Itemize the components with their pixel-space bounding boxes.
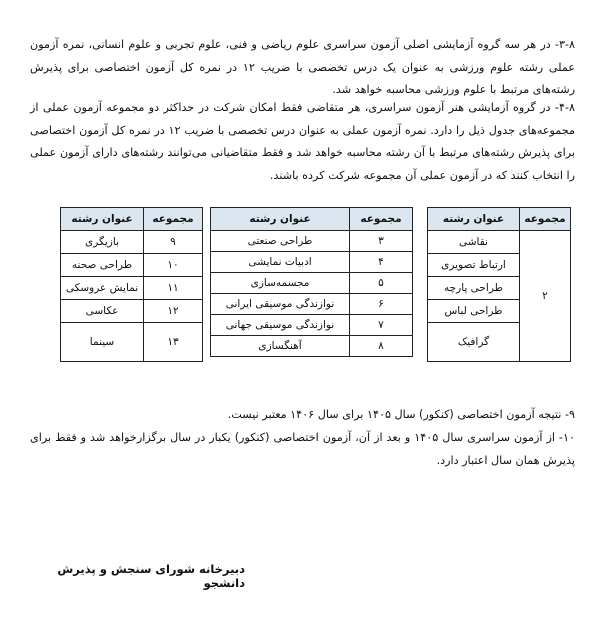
header-field: عنوان رشته <box>211 208 350 231</box>
field-cell: طراحی پارچه <box>428 277 520 300</box>
group-cell: ۱۳ <box>144 323 203 362</box>
header-group: مجموعه <box>350 208 413 231</box>
table-group-2 <box>427 207 571 362</box>
field-cell: طراحی صنعتی <box>211 231 350 252</box>
paragraph-art-group: ۴-۸- در گروه آزمایشی هنر آزمون سراسری، هر متقاضی فقط امکان شرکت در حداکثر دو مجموعه آزمون عملی از مجموعه‌های جدول ذیل را دارد. نمره آزمون عملی به عنوان درس تخصصی با ضریب ۱۲ در نمره کل آزمون اختصاصی برای پذیرش رشته‌های مرتبط با آن رشته محاسبه خواهد شد و فقط متقاضیانی می‌توانند رشته‌های دارای آزمون عملی را انتخاب کنند که در آزمون عملی آن مجموعه شرکت کرده باشند. <box>30 101 575 182</box>
group-cell: ۹ <box>144 231 203 254</box>
field-cell: بازیگری <box>61 231 144 254</box>
group-cell: ۸ <box>350 336 413 357</box>
group-cell: ۳ <box>350 231 413 252</box>
field-cell: ارتباط تصویری <box>428 254 520 277</box>
group-cell: ۵ <box>350 273 413 294</box>
group-cell: ۱۱ <box>144 277 203 300</box>
field-cell: آهنگسازی <box>211 336 350 357</box>
field-cell: ادبیات نمایشی <box>211 252 350 273</box>
paragraph-sports: ۳-۸- در هر سه گروه آزمایشی اصلی آزمون سراسری علوم ریاضی و فنی، علوم تجربی و علوم انسانی، نمره آزمون عملی رشته علوم ورزشی به عنوان یک درس تخصصی با ضریب ۱۲ در نمره کل آزمون اختصاصی برای پذیرش رشته‌های مرتبط با علوم ورزشی محاسبه خواهد شد. <box>30 38 575 96</box>
table-groups-3-8 <box>210 207 413 357</box>
footer-signature <box>30 562 575 590</box>
field-cell: نوازندگی موسیقی ایرانی <box>211 294 350 315</box>
header-field: عنوان رشته <box>61 208 144 231</box>
footer-text: دبیرخانه شورای سنجش و پذیرش دانشجو <box>57 562 245 590</box>
group-cell: ۷ <box>350 315 413 336</box>
field-cell: طراحی لباس <box>428 300 520 323</box>
group-cell: ۱۰ <box>144 254 203 277</box>
field-cell: نوازندگی موسیقی جهانی <box>211 315 350 336</box>
field-cell: مجسمه‌سازی <box>211 273 350 294</box>
header-field: عنوان رشته <box>428 208 520 231</box>
field-cell: گرافیک <box>428 323 520 362</box>
table-groups-9-13 <box>60 207 203 362</box>
paragraph-result-validity: ۹- نتیجه آزمون اختصاصی (کنکور) سال ۱۴۰۵ برای سال ۱۴۰۶ معتبر نیست. <box>227 408 575 421</box>
field-cell: طراحی صحنه <box>61 254 144 277</box>
header-group: مجموعه <box>144 208 203 231</box>
header-group: مجموعه <box>520 208 571 231</box>
field-cell: سینما <box>61 323 144 362</box>
group-cell: ۶ <box>350 294 413 315</box>
group-cell: ۲ <box>520 231 571 362</box>
group-cell: ۴ <box>350 252 413 273</box>
field-cell: عکاسی <box>61 300 144 323</box>
paragraph-once-a-year: ۱۰- از آزمون سراسری سال ۱۴۰۵ و بعد از آن، آزمون اختصاصی (کنکور) یکبار در سال برگزارخواهد شد و فقط برای پذیرش همان سال اعتبار دارد. <box>30 431 575 467</box>
field-cell: نمایش عروسکی <box>61 277 144 300</box>
group-cell: ۱۲ <box>144 300 203 323</box>
field-cell: نقاشی <box>428 231 520 254</box>
